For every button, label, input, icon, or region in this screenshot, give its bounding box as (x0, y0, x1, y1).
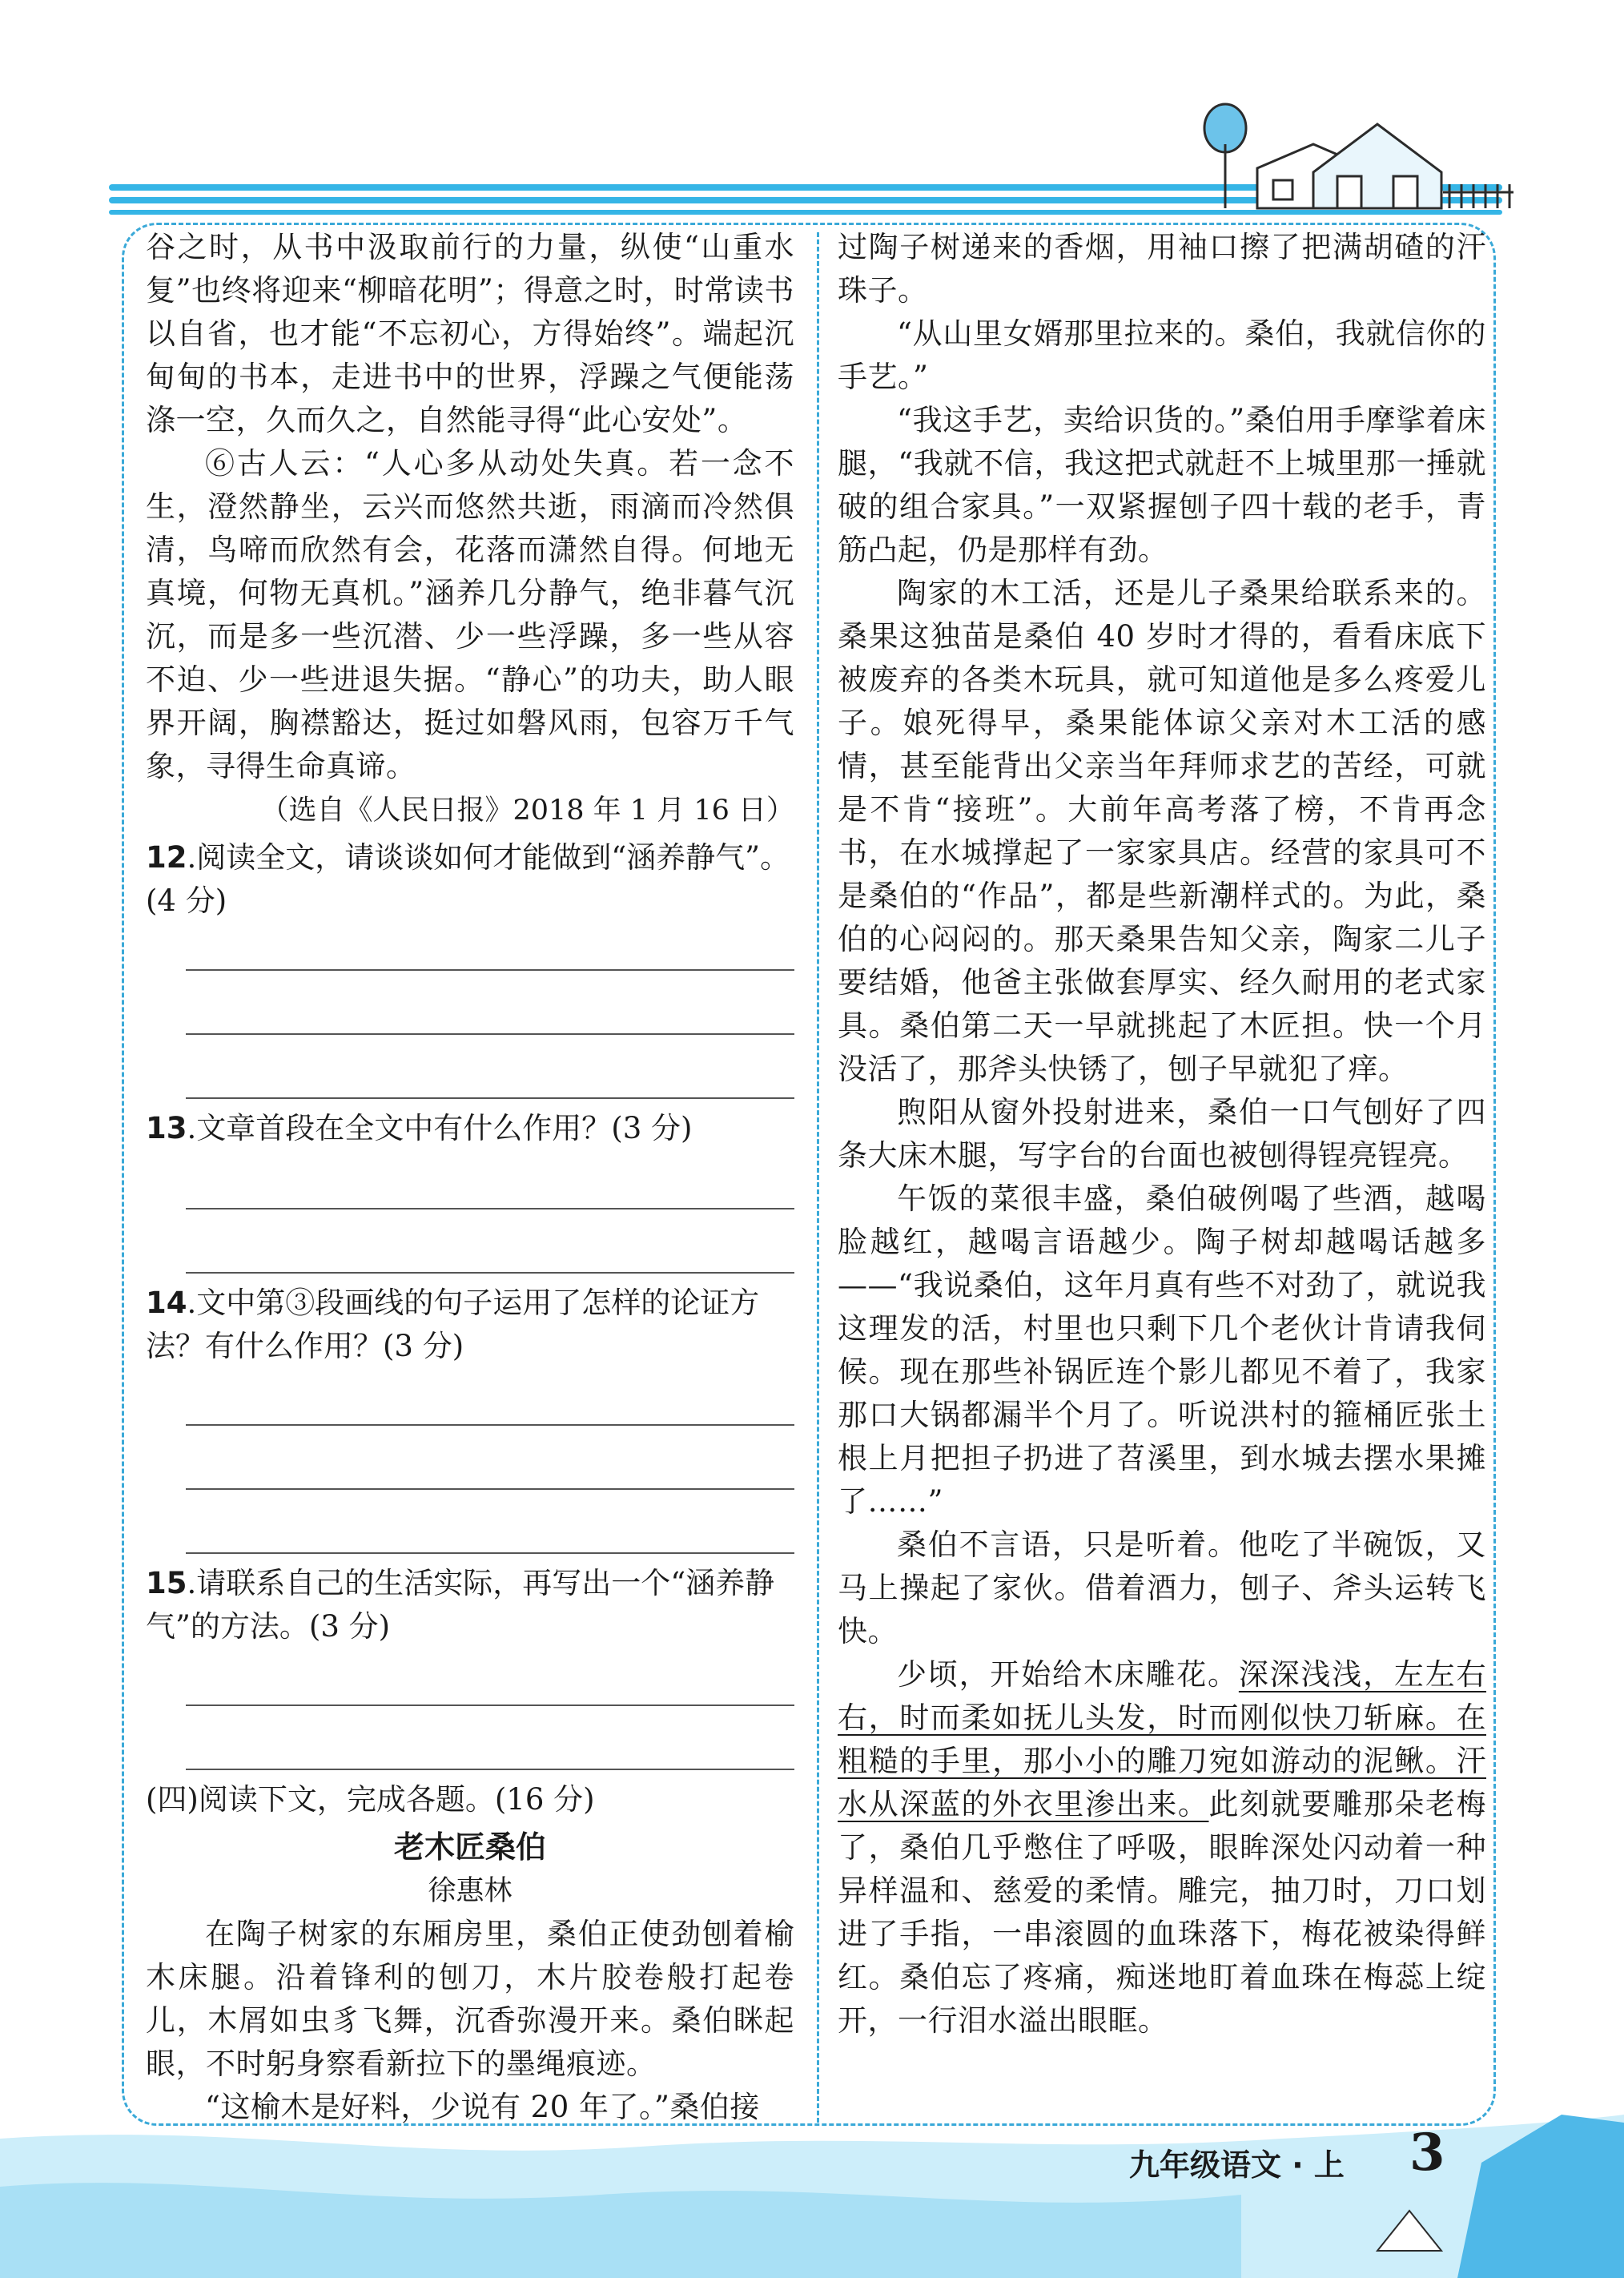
source-citation: （选自《人民日报》2018 年 1 月 16 日） (260, 795, 794, 827)
question-number: 12 (146, 840, 187, 875)
question-number: 15 (146, 1566, 187, 1600)
question-text: .文中第③段画线的句子运用了怎样的论证方法？有什么作用？(3 分) (146, 1286, 760, 1363)
answer-line[interactable] (186, 1552, 794, 1554)
left-column (146, 226, 794, 2129)
question-12 (146, 836, 794, 1099)
story-paragraph-2: “这榆木是好料，少说有 20 年了。”桑伯接 (205, 2090, 760, 2124)
question-14 (146, 1282, 794, 1554)
story-author: 徐惠林 (428, 1875, 513, 1907)
story-paragraph-underlined (838, 1653, 1486, 2043)
story-paragraph-1: 在陶子树家的东厢房里，桑伯正使劲刨着榆木床腿。沿着锋利的刨刀，木片胶卷般打起卷儿，木屑如虫豸飞舞，沉香弥漫开来。桑伯眯起眼，不时躬身察看新拉下的墨绳痕迹。 (146, 1917, 794, 2081)
text-segment: 少顷，开始给木床雕花。 (897, 1657, 1239, 1692)
underlined-sentence: 深深浅浅，左左右右，时而柔如抚儿头发，时而刚似快刀斩麻。在粗糙的手里，那小小的雕刀宛如游动的泥鳅。汗水从深蓝的外衣里渗出来。 (838, 1657, 1487, 1821)
column-divider (817, 232, 819, 2123)
answer-line[interactable] (186, 1769, 794, 1770)
section-heading: (四)阅读下文，完成各题。(16 分) (146, 1782, 595, 1817)
paragraph-6: ⑥古人云：“人心多从动处失真。若一念不生，澄然静坐，云兴而悠然共逝，雨滴而冷然俱清，鸟啼而欣然有会，花落而潇然自得。何地无真境，何物无真机。”涵养几分静气，绝非暮气沉沉，而是多一些沉潜、少一些浮躁，多一些从容不迫、少一些进退失据。“静心”的功夫，助人眼界开阔，胸襟豁达，挺过如磐风雨，包容万千气象，寻得生命真谛。 (146, 446, 794, 783)
question-text: .阅读全文，请谈谈如何才能做到“涵养静气”。(4 分) (146, 840, 790, 918)
question-text: .请联系自己的生活实际，再写出一个“涵养静气”的方法。(3 分) (146, 1566, 775, 1644)
story-paragraph: 陶家的木工活，还是儿子桑果给联系来的。桑果这独苗是桑伯 40 岁时才得的，看看床底下被废弃的各类木玩具，就可知道他是多么疼爱儿子。娘死得早，桑果能体谅父亲对木工活的感情，甚至能背出父亲当年拜师求艺的苦经，可就是不肯“接班”。大前年高考落了榜，不肯再念书，在水城撑起了一家家具店。经营的家具可不是桑伯的“作品”，都是些新潮样式的。为此，桑伯的心闷闷的。那天桑果告知父亲，陶家二儿子要结婚，他爸主张做套厚实、经久耐用的老式家具。桑伯第二天一早就挑起了木匠担。快一个月没活了，那斧头快锈了，刨子早就犯了痒。 (838, 576, 1486, 1086)
answer-line[interactable] (186, 1097, 794, 1099)
water-wave-decoration (0, 2115, 1624, 2278)
paragraph-continued: 谷之时，从书中汲取前行的力量，纵使“山重水复”也终将迎来“柳暗花明”；得意之时，时常读书以自省，也才能“不忘初心，方得始终”。端起沉甸甸的书本，走进书中的世界，浮躁之气便能荡涤一空，久而久之，自然能寻得“此心安处”。 (146, 230, 794, 437)
question-number: 13 (146, 1111, 187, 1145)
right-column (838, 226, 1486, 2043)
story-paragraph: “我这手艺，卖给识货的。”桑伯用手摩挲着床腿，“我就不信，我这把式就赶不上城里那一捶就破的组合家具。”一双紧握刨子四十载的老手，青筋凸起，仍是那样有劲。 (838, 403, 1486, 567)
question-15 (146, 1562, 794, 1770)
question-text: .文章首段在全文中有什么作用？(3 分) (187, 1111, 693, 1145)
question-13 (146, 1107, 794, 1274)
text-segment: 此刻就要雕那朵老梅了，桑伯几乎憋住了呼吸，眼眸深处闪动着一种异样温和、慈爱的柔情。雕完，抽刀时，刀口划进了手指，一串滚圆的血珠落下，梅花被染得鲜红。桑伯忘了疼痛，痴迷地盯着血珠在梅蕊上绽开，一行泪水溢出眼眶。 (838, 1787, 1486, 2038)
page-number: 3 (1409, 2123, 1445, 2183)
story-paragraph: “从山里女婿那里拉来的。桑伯，我就信你的手艺。” (838, 316, 1486, 394)
houses-illustration (1193, 96, 1513, 232)
story-paragraph-continued: 过陶子树递来的香烟，用袖口擦了把满胡碴的汗珠子。 (838, 230, 1486, 308)
story-paragraph: 午饭的菜很丰盛，桑伯破例喝了些酒，越喝脸越红，越喝言语越少。陶子树却越喝话越多——“我说桑伯，这年月真有些不对劲了，就说我这理发的活，村里也只剩下几个老伙计肯请我伺候。现在那些补锅匠连个影儿都见不着了，我家那口大锅都漏半个月了。听说洪村的箍桶匠张土根上月把担子扔进了苕溪里，到水城去摆水果摊了……” (838, 1181, 1486, 1519)
story-paragraph: 煦阳从窗外投射进来，桑伯一口气刨好了四条大床木腿，写字台的台面也被刨得锃亮锃亮。 (838, 1095, 1486, 1173)
answer-line[interactable] (186, 1272, 794, 1274)
story-title: 老木匠桑伯 (393, 1829, 546, 1865)
question-number: 14 (146, 1286, 187, 1320)
story-paragraph: 桑伯不言语，只是听着。他吃了半碗饭，又马上操起了家伙。借着酒力，刨子、斧头运转飞快。 (838, 1527, 1486, 1648)
footer-grade-label: 九年级语文 · 上 (1129, 2147, 1345, 2183)
